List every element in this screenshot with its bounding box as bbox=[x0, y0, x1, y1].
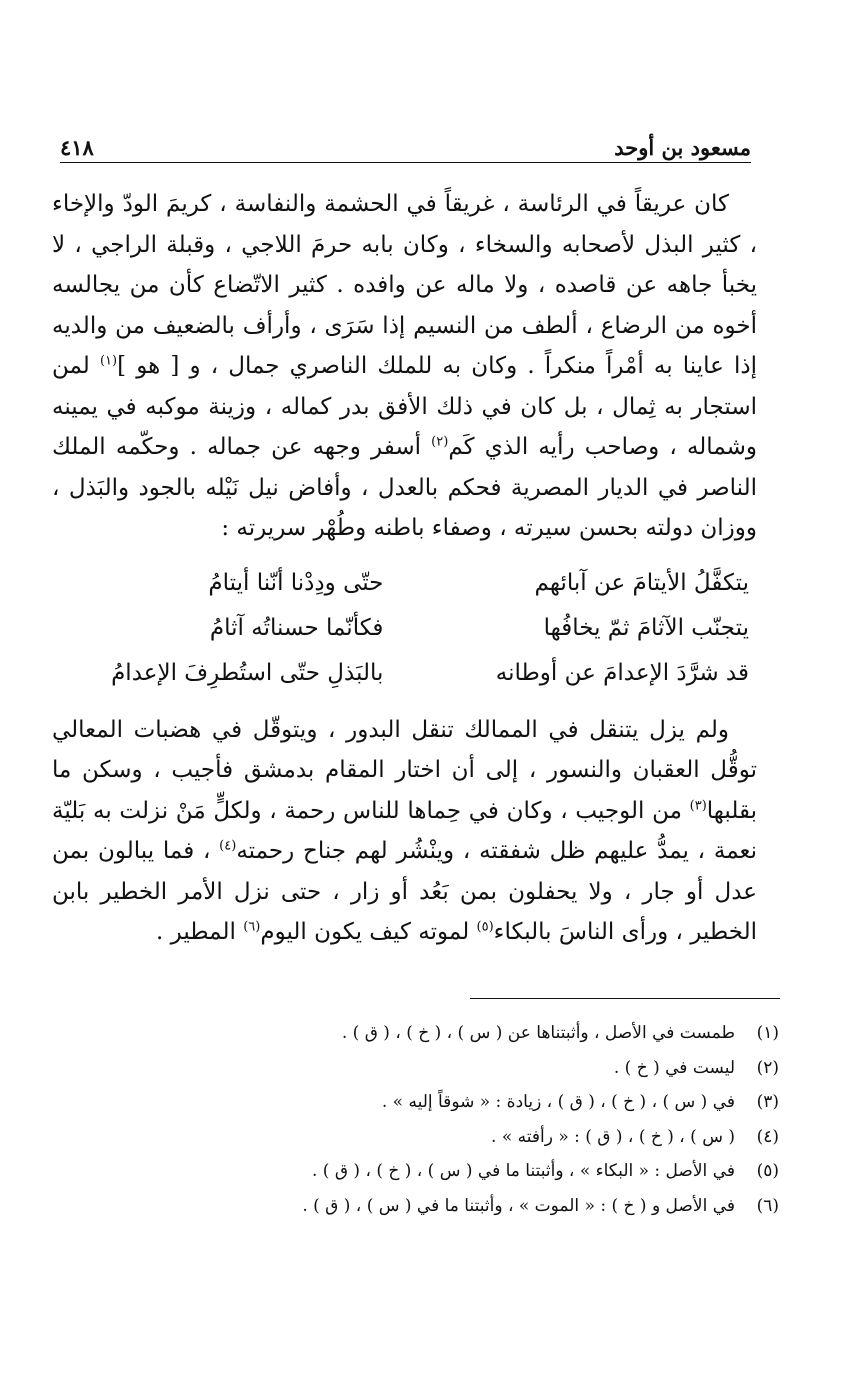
note-mark-1: (١) bbox=[99, 353, 118, 369]
footnote-2 bbox=[180, 1051, 779, 1086]
footnote-1 bbox=[180, 1016, 779, 1051]
note-mark-6: (٦) bbox=[243, 919, 261, 935]
poem bbox=[52, 561, 757, 696]
page-number: ٤١٨ bbox=[60, 135, 94, 160]
footnote-number: (٢) bbox=[756, 1057, 779, 1078]
running-head bbox=[60, 126, 751, 160]
footnote-number: (٣) bbox=[756, 1092, 779, 1112]
verse bbox=[72, 561, 749, 606]
verse bbox=[72, 606, 749, 651]
paragraph-2-part-4: لموته كيف يكون اليوم bbox=[260, 919, 470, 945]
note-mark-5: (٥) bbox=[476, 919, 494, 935]
verse-first-hemistich: قد شرَّدَ الإعدامَ عن أوطانه bbox=[495, 659, 749, 686]
paragraph-1-part-1: كان عريقاً في الرئاسة ، غريقاً في الحشمة والنفاسة ، كريمَ الودّ والإخاء ، كثير البذل لأصحابه والسخاء ، وكان بابه حرمَ اللاجي ، وقبلة الراجي ، لا يخبأ جاهه عن قاصده ، ولا ماله عن وافده . كثير الاتّضاع كأن من يجالسه أخوه من الرضاع ، ألطف من النسيم إذا سَرَى ، وأرأف بالضعيف من والديه إذا عاينا به أمْراً منكراً . وكان به للملك الناصري جمال ، و [ هو ] bbox=[52, 191, 757, 379]
header-rule bbox=[60, 162, 751, 163]
verse bbox=[72, 651, 749, 696]
footnote-text: ليست في ( خ ) . bbox=[613, 1057, 735, 1078]
footnote-5 bbox=[180, 1154, 779, 1189]
verse-second-hemistich: بالبَذلِ حتّى استُطرِفَ الإعدامُ bbox=[111, 659, 384, 686]
footnote-6 bbox=[180, 1189, 779, 1224]
paragraph-1 bbox=[52, 184, 757, 549]
paragraph-1-part-3: أسفر وجهه عن جماله . وحكّمه الملك الناصر في الديار المصرية فحكم بالعدل ، وأفاض نيل نَيْله بالجود والبَذل ، ووزان دولته بحسن سيرته ، وصفاء باطنه وطُهْر سريرته : bbox=[52, 434, 757, 541]
verse-first-hemistich: يتجنّب الآثامَ ثمّ يخافُها bbox=[543, 614, 749, 641]
verse-second-hemistich: حتّى ودِدْنا أنّنا أيتامُ bbox=[208, 569, 384, 596]
paragraph-2-part-1: ولم يزل يتنقل في الممالك تنقل البدور ، ويتوقّل في هضبات المعالي توقُّل العقبان والنسور ، إلى أن اختار المقام بدمشق فأجيب ، وسكن ما بقلبها bbox=[52, 716, 757, 824]
footnote-text: في ( س ) ، ( خ ) ، ( ق ) ، زيادة : « شوقاً إليه » . bbox=[381, 1092, 735, 1112]
paragraph-2-part-3: ، فما يبالون بمن عدل أو جار ، ولا يحفلون بمن بَعُد أو زار ، حتى نزل الأمر الخطير بابن الخطير ، ورأى الناسَ بالبكاء bbox=[52, 838, 757, 945]
note-mark-2: (٢) bbox=[431, 434, 449, 450]
footnote-text: ( س ) ، ( خ ) ، ( ق ) : « رأفته » . bbox=[491, 1126, 735, 1147]
main-text bbox=[52, 184, 757, 953]
note-mark-3: (٣) bbox=[689, 797, 707, 813]
paragraph-1-part-2: لمن استجار به ثِمال ، بل كان في ذلك الأفق بدر كماله ، وزينة موكبه في يمينه وشماله ، وصاحب رأيه الذي كَم bbox=[52, 353, 757, 460]
footnote-text: في الأصل و ( خ ) : « الموت » ، وأثبتنا ما في ( س ) ، ( ق ) . bbox=[302, 1195, 735, 1216]
paragraph-2-part-2: من الوجيب ، وكان في حِماها للناس رحمة ، ولكلٍّ مَنْ نزلت به بَليّة نعمة ، يمدُّ عليهم ظل شفقته ، وينْشُر لهم جناح رحمته bbox=[52, 797, 758, 864]
verse-second-hemistich: فكأنّما حسناتُه آثامُ bbox=[209, 614, 384, 641]
paragraph-2 bbox=[52, 710, 757, 953]
footnotes bbox=[180, 1016, 779, 1223]
verse-first-hemistich: يتكفَّلُ الأيتامَ عن آبائهم bbox=[534, 569, 749, 596]
note-mark-4: (٤) bbox=[219, 838, 237, 854]
footnote-4 bbox=[180, 1120, 779, 1155]
footnote-text: طمست في الأصل ، وأثبتناها عن ( س ) ، ( خ ) ، ( ق ) . bbox=[341, 1023, 735, 1043]
footnote-number: (٤) bbox=[756, 1126, 779, 1147]
footnote-number: (٥) bbox=[756, 1161, 779, 1181]
footnote-rule bbox=[470, 998, 780, 999]
footnote-number: (١) bbox=[756, 1023, 779, 1043]
footnote-number: (٦) bbox=[756, 1195, 779, 1216]
footnote-3 bbox=[180, 1085, 779, 1120]
footnote-text: في الأصل : « البكاء » ، وأثبتنا ما في ( س ) ، ( خ ) ، ( ق ) . bbox=[311, 1161, 735, 1181]
paragraph-2-part-5: المطير . bbox=[156, 919, 236, 945]
running-head-title: مسعود بن أوحد bbox=[614, 135, 751, 160]
